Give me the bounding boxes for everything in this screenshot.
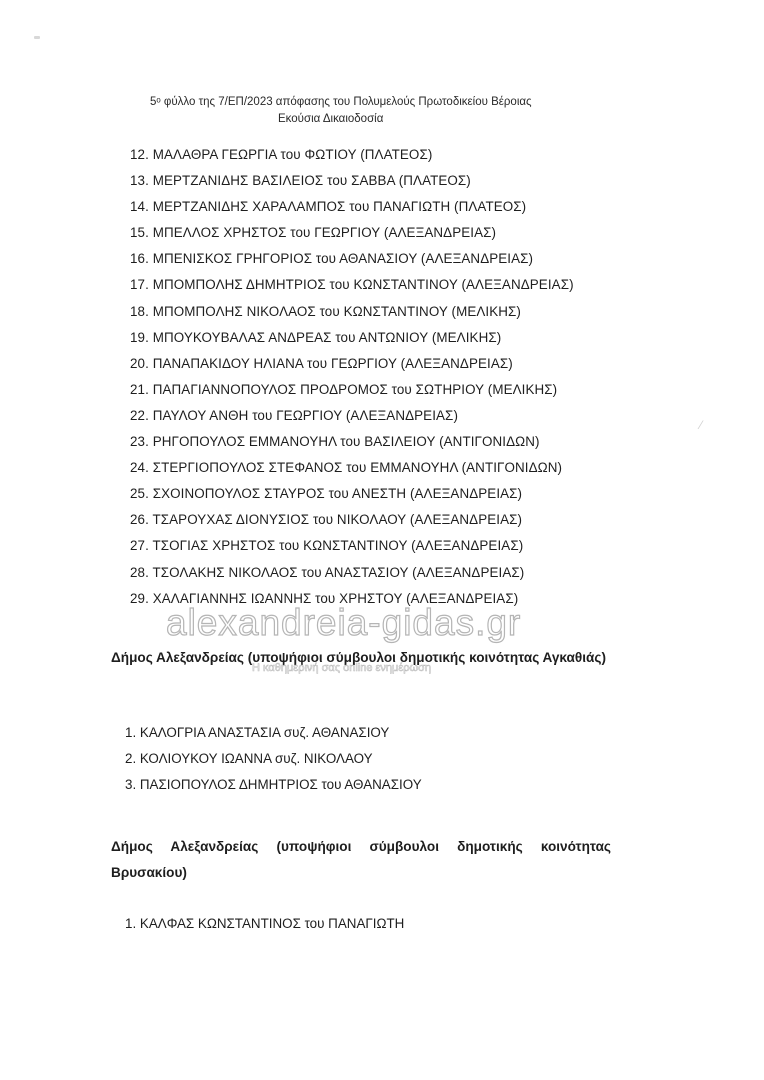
list-item: 13. ΜΕΡΤΖΑΝΙΔΗΣ ΒΑΣΙΛΕΙΟΣ του ΣΑΒΒΑ (ΠΛΑΤΕΟΣ): [130, 173, 471, 189]
list-item: 21. ΠΑΠΑΓΙΑΝΝΟΠΟΥΛΟΣ ΠΡΟΔΡΟΜΟΣ του ΣΩΤΗΡΙΟΥ (ΜΕΛΙΚΗΣ): [130, 381, 558, 397]
candidate-list-vrysaki: [125, 914, 404, 940]
list-item: 23. ΡΗΓΟΠΟΥΛΟΣ ΕΜΜΑΝΟΥΗΛ του ΒΑΣΙΛΕΙΟΥ (ΑΝΤΙΓΟΝΙΔΩΝ): [130, 434, 540, 450]
list-item: 26. ΤΣΑΡΟΥΧΑΣ ΔΙΟΝΥΣΙΟΣ του ΝΙΚΟΛΑΟΥ (ΑΛΕΞΑΝΔΡΕΙΑΣ): [130, 512, 523, 528]
candidate-list-main: [130, 145, 574, 615]
list-item: 19. ΜΠΟΥΚΟΥΒΑΛΑΣ ΑΝΔΡΕΑΣ του ΑΝΤΩΝΙΟΥ (ΜΕΛΙΚΗΣ): [130, 329, 502, 345]
list-item: 12. ΜΑΛΑΘΡΑ ΓΕΩΡΓΙΑ του ΦΩΤΙΟΥ (ΠΛΑΤΕΟΣ): [130, 147, 433, 162]
list-item: 1. ΚΑΛΦΑΣ ΚΩΝΣΤΑΝΤΙΝΟΣ του ΠΑΝΑΓΙΩΤΗ: [125, 916, 405, 931]
list-item: 18. ΜΠΟΜΠΟΛΗΣ ΝΙΚΟΛΑΟΣ του ΚΩΝΣΤΑΝΤΙΝΟΥ (ΜΕΛΙΚΗΣ): [130, 303, 521, 319]
list-item: 15. ΜΠΕΛΛΟΣ ΧΡΗΣΤΟΣ του ΓΕΩΡΓΙΟΥ (ΑΛΕΞΑΝΔΡΕΙΑΣ): [130, 225, 497, 241]
candidate-list-agkathia: [125, 723, 422, 801]
list-item: 3. ΠΑΣΙΟΠΟΥΛΟΣ ΔΗΜΗΤΡΙΟΣ του ΑΘΑΝΑΣΙΟΥ: [125, 777, 422, 792]
site-watermark-tagline: Η καθημερινή σας online ενημέρωση: [252, 662, 432, 674]
list-item: 25. ΣΧΟΙΝΟΠΟΥΛΟΣ ΣΤΑΥΡΟΣ του ΑΝΕΣΤΗ (ΑΛΕΞΑΝΔΡΕΙΑΣ): [130, 486, 523, 502]
list-item: 22. ΠΑΥΛΟΥ ΑΝΘΗ του ΓΕΩΡΓΙΟΥ (ΑΛΕΞΑΝΔΡΕΙΑΣ): [130, 407, 458, 423]
section-heading-agkathia: Δήμος Αλεξανδρείας (υποψήφιοι σύμβουλοι δημοτικής κοινότητας Αγκαθιάς): [111, 650, 606, 665]
list-item: 2. ΚΟΛΙΟΥΚΟΥ ΙΩΑΝΝΑ συζ. ΝΙΚΟΛΑΟΥ: [125, 751, 373, 766]
list-item: 16. ΜΠΕΝΙΣΚΟΣ ΓΡΗΓΟΡΙΟΣ του ΑΘΑΝΑΣΙΟΥ (ΑΛΕΞΑΝΔΡΕΙΑΣ): [130, 251, 534, 267]
list-item: 14. ΜΕΡΤΖΑΝΙΔΗΣ ΧΑΡΑΛΑΜΠΟΣ του ΠΑΝΑΓΙΩΤΗ (ΠΛΑΤΕΟΣ): [130, 199, 527, 215]
section-heading-vrysaki: Δήμος Αλεξανδρείας (υποψήφιοι σύμβουλοι δημοτικής κοινότητας Βρυσακίου): [111, 839, 611, 880]
header-decision-reference: 5ᵒ φύλλο της 7/ΕΠ/2023 απόφασης του Πολυμελούς Πρωτοδικείου Βέροιας: [150, 96, 532, 108]
list-item: 17. ΜΠΟΜΠΟΛΗΣ ΔΗΜΗΤΡΙΟΣ του ΚΩΝΣΤΑΝΤΙΝΟΥ (ΑΛΕΞΑΝΔΡΕΙΑΣ): [130, 277, 574, 293]
scan-speck: [34, 36, 40, 39]
header-jurisdiction: Εκούσια Δικαιοδοσία: [278, 113, 384, 125]
scan-artifact: ⁄: [700, 418, 703, 432]
list-item: 27. ΤΣΟΓΙΑΣ ΧΡΗΣΤΟΣ του ΚΩΝΣΤΑΝΤΙΝΟΥ (ΑΛΕΞΑΝΔΡΕΙΑΣ): [130, 538, 524, 554]
list-item: 24. ΣΤΕΡΓΙΟΠΟΥΛΟΣ ΣΤΕΦΑΝΟΣ του ΕΜΜΑΝΟΥΗΛ (ΑΝΤΙΓΟΝΙΔΩΝ): [130, 460, 563, 476]
list-item: 29. ΧΑΛΑΓΙΑΝΝΗΣ ΙΩΑΝΝΗΣ του ΧΡΗΣΤΟΥ (ΑΛΕΞΑΝΔΡΕΙΑΣ): [130, 590, 519, 606]
list-item: 20. ΠΑΝΑΠΑΚΙΔΟΥ ΗΛΙΑΝΑ του ΓΕΩΡΓΙΟΥ (ΑΛΕΞΑΝΔΡΕΙΑΣ): [130, 355, 513, 371]
list-item: 28. ΤΣΟΛΑΚΗΣ ΝΙΚΟΛΑΟΣ του ΑΝΑΣΤΑΣΙΟΥ (ΑΛΕΞΑΝΔΡΕΙΑΣ): [130, 564, 525, 580]
site-watermark: alexandreia-gidas.gr: [166, 602, 522, 643]
list-item: 1. ΚΑΛΟΓΡΙΑ ΑΝΑΣΤΑΣΙΑ συζ. ΑΘΑΝΑΣΙΟΥ: [125, 725, 390, 740]
